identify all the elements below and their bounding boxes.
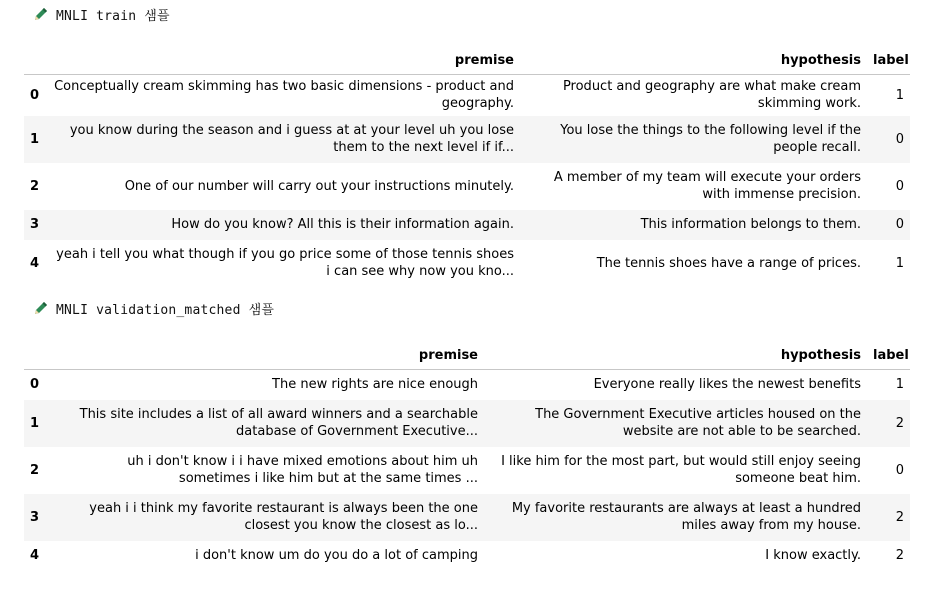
table-row: [24, 210, 910, 240]
premise-cell: Conceptually cream skimming has two basic dimensions - product and geography.: [46, 75, 520, 116]
hypothesis-cell: The Government Executive articles housed on the website are not able to be searched.: [484, 400, 867, 447]
premise-cell: One of our number will carry out your instructions minutely.: [46, 163, 520, 210]
table-row: [24, 370, 910, 400]
row-index: 0: [24, 370, 46, 400]
hypothesis-cell: Everyone really likes the newest benefits: [484, 370, 867, 400]
premise-cell: This site includes a list of all award winners and a searchable database of Government Executive...: [46, 400, 484, 447]
hypothesis-cell: Product and geography are what make cream skimming work.: [520, 75, 867, 116]
section-heading-text: MNLI train 샘플: [56, 8, 170, 24]
label-cell: 1: [867, 240, 910, 287]
hypothesis-header: hypothesis: [484, 335, 867, 370]
hypothesis-cell: This information belongs to them.: [520, 210, 867, 240]
table-row: [24, 400, 910, 447]
row-index: 4: [24, 240, 46, 287]
table-row: [24, 494, 910, 541]
table-row: [24, 447, 910, 494]
train-samples-table: [24, 40, 910, 287]
row-index: 1: [24, 116, 46, 163]
premise-cell: i don't know um do you do a lot of camping: [46, 541, 484, 571]
table-header-row: [24, 335, 910, 370]
hypothesis-cell: A member of my team will execute your orders with immense precision.: [520, 163, 867, 210]
section-heading-text: MNLI validation_matched 샘플: [56, 302, 275, 318]
label-cell: 2: [867, 494, 910, 541]
premise-header: premise: [46, 335, 484, 370]
hypothesis-cell: The tennis shoes have a range of prices.: [520, 240, 867, 287]
row-index: 3: [24, 494, 46, 541]
table-header-row: [24, 40, 910, 75]
row-index: 4: [24, 541, 46, 571]
index-header: [24, 40, 46, 75]
premise-cell: uh i don't know i i have mixed emotions about him uh sometimes i like him but at the same times ...: [46, 447, 484, 494]
row-index: 2: [24, 447, 46, 494]
hypothesis-cell: I like him for the most part, but would still enjoy seeing someone beat him.: [484, 447, 867, 494]
hypothesis-cell: I know exactly.: [484, 541, 867, 571]
row-index: 3: [24, 210, 46, 240]
label-cell: 1: [867, 370, 910, 400]
hypothesis-cell: You lose the things to the following level if the people recall.: [520, 116, 867, 163]
premise-cell: yeah i i think my favorite restaurant is always been the one closest you know the closest as lo...: [46, 494, 484, 541]
premise-cell: yeah i tell you what though if you go price some of those tennis shoes i can see why now you kno...: [46, 240, 520, 287]
section-heading-validation: [33, 298, 274, 318]
section-heading-train: [33, 4, 170, 24]
table-row: [24, 75, 910, 116]
premise-cell: you know during the season and i guess at at your level uh you lose them to the next level if if...: [46, 116, 520, 163]
label-cell: 0: [867, 116, 910, 163]
pencil-icon: [33, 6, 49, 22]
premise-cell: The new rights are nice enough: [46, 370, 484, 400]
hypothesis-header: hypothesis: [520, 40, 867, 75]
label-cell: 0: [867, 210, 910, 240]
row-index: 0: [24, 75, 46, 116]
table-row: [24, 240, 910, 287]
row-index: 2: [24, 163, 46, 210]
premise-header: premise: [46, 40, 520, 75]
hypothesis-cell: My favorite restaurants are always at least a hundred miles away from my house.: [484, 494, 867, 541]
premise-cell: How do you know? All this is their information again.: [46, 210, 520, 240]
label-header: label: [867, 335, 910, 370]
index-header: [24, 335, 46, 370]
label-cell: 2: [867, 400, 910, 447]
table-row: [24, 163, 910, 210]
table-row: [24, 541, 910, 571]
pencil-icon: [33, 300, 49, 316]
label-cell: 0: [867, 447, 910, 494]
label-cell: 1: [867, 75, 910, 116]
table-row: [24, 116, 910, 163]
label-cell: 0: [867, 163, 910, 210]
label-header: label: [867, 40, 910, 75]
validation-samples-table: [24, 335, 910, 571]
label-cell: 2: [867, 541, 910, 571]
row-index: 1: [24, 400, 46, 447]
